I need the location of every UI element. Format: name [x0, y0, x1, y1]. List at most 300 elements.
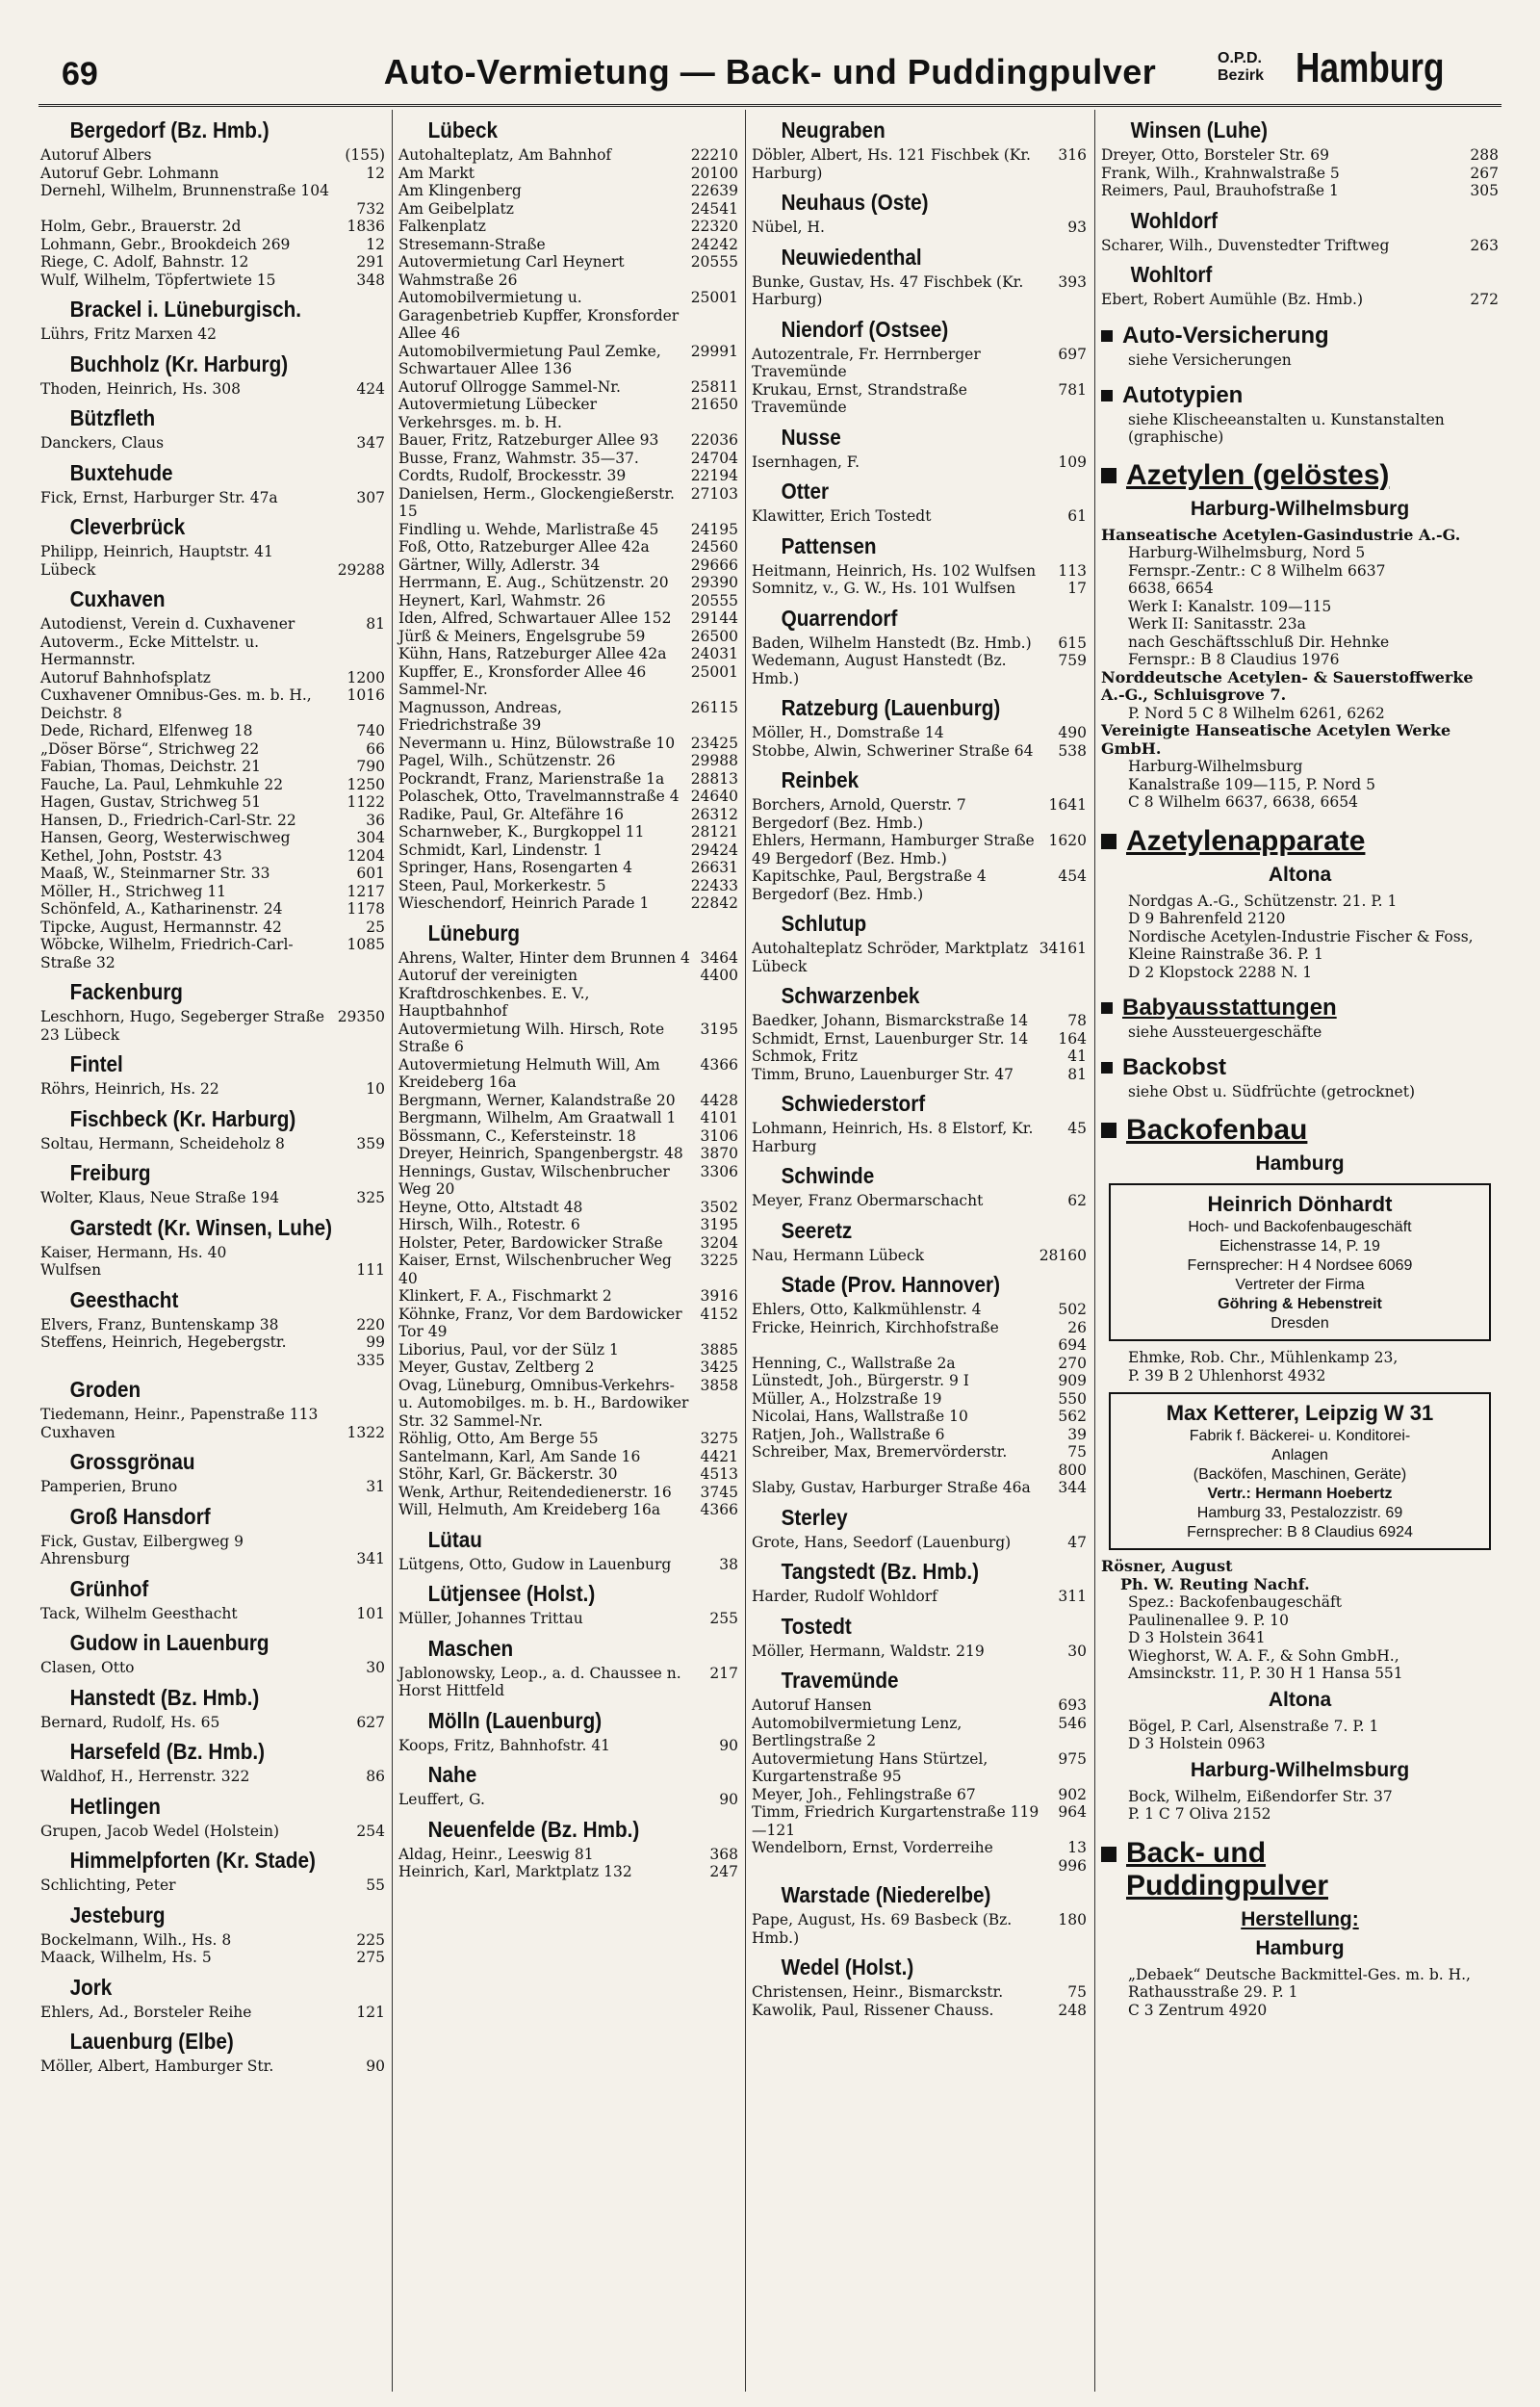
entry-name: Autovermietung Helmuth Will, Am Kreideberg 16a: [398, 1055, 660, 1091]
entry-name: Hagen, Gustav, Strichweg 51: [40, 793, 262, 811]
entry-phone: 75: [1067, 1443, 1087, 1461]
listing-entry: [40, 740, 385, 759]
entry-name: Schreiber, Max, Bremervörderstr.: [752, 1443, 1008, 1461]
listing-entry: [1101, 237, 1499, 255]
town-section: [40, 405, 385, 453]
entry-phone: 29424: [690, 841, 738, 859]
town-section: [398, 920, 738, 1519]
listing-entry: [398, 735, 738, 753]
listing-entry: [398, 1199, 738, 1217]
entry-name: Jablonowsky, Leop., a. d. Chaussee n. Horst Hittfeld: [398, 1664, 681, 1699]
entry-phone: 275: [356, 1949, 385, 1966]
entry-phone: 1122: [346, 793, 385, 811]
city-heading: Altona: [1268, 863, 1332, 886]
listing-entry: [40, 758, 385, 776]
category-title: Autotypien: [1122, 381, 1244, 408]
listing-entry: [398, 1665, 738, 1700]
entry-name: Borchers, Arnold, Querstr. 7 Bergedorf (Bez. Hmb.): [752, 796, 966, 832]
entry-phone: 272: [1470, 291, 1499, 308]
town-section: [752, 1882, 1087, 1947]
listing-entry: [398, 236, 738, 254]
town-heading: Lüneburg: [427, 919, 521, 945]
town-section: [40, 1794, 385, 1841]
entry-phone: 78: [1067, 1012, 1087, 1029]
listing-entry: [40, 200, 385, 219]
listing-entry: [398, 1306, 738, 1341]
entry-phone: 12: [366, 235, 385, 253]
detail-line: „Debaek“ Deutsche Backmittel-Ges. m. b. H., Rathausstraße 29. P. 1: [1128, 1965, 1471, 2001]
entry-phone: 29288: [337, 560, 385, 579]
listing-entry: [752, 273, 1087, 309]
town-heading: Jork: [69, 1974, 113, 2000]
entry-phone: 490: [1058, 724, 1087, 741]
town-heading: Schlutup: [781, 911, 867, 936]
entry-phone: 1085: [346, 936, 385, 953]
entry-phone: 22194: [690, 467, 738, 484]
entry-name: [40, 1352, 348, 1370]
ad-line: Vertr.: Hermann Hoebertz: [1207, 1486, 1393, 1502]
detail-line: P. 39 B 2 Uhlenhorst 4932: [1128, 1366, 1326, 1385]
listing-entry: [398, 1791, 738, 1809]
firm-name: Hanseatische Acetylen-Gasindustrie A.-G.: [1101, 525, 1461, 544]
listing-entry: [40, 829, 385, 847]
entry-name: Tiedemann, Heinr., Papenstraße 113: [40, 1406, 319, 1423]
town-section: [398, 117, 738, 913]
entry-name: Möller, H., Domstraße 14: [752, 724, 944, 741]
category-title: Babyausstattungen: [1122, 995, 1337, 1021]
entry-phone: 26312: [690, 805, 738, 823]
category-title-line2: Puddingpulver: [1126, 1869, 1328, 1902]
listing-entry: [398, 949, 738, 968]
category-title: Azetylenapparate: [1126, 824, 1366, 857]
entry-name: Röhrs, Heinrich, Hs. 22: [40, 1080, 219, 1098]
town-heading: Himmelpforten (Kr. Stade): [69, 1848, 316, 1873]
entry-name: Autoruf Gebr. Lohmann: [40, 164, 219, 182]
town-heading: Wohldorf: [1130, 207, 1219, 233]
entry-name: Tipcke, August, Hermannstr. 42: [40, 918, 282, 936]
entry-phone: 21650: [690, 396, 738, 413]
entry-phone: 22320: [690, 218, 738, 235]
listing-entry: [398, 1610, 738, 1628]
entry-phone: 694: [1058, 1336, 1087, 1354]
category-title: [1126, 1837, 1328, 1902]
town-heading: Cleverbrück: [69, 514, 186, 539]
entry-phone: 27103: [690, 484, 738, 503]
entry-phone: 4400: [700, 967, 738, 984]
entry-name: Slaby, Gustav, Harburger Straße 46a: [752, 1479, 1031, 1496]
entry-phone: 305: [1470, 182, 1499, 199]
entry-name: Autohalteplatz Schröder, Marktplatz Lübeck: [752, 940, 1029, 975]
entry-phone: 3870: [700, 1145, 738, 1162]
entry-name: Steffens, Heinrich, Hegebergstr.: [40, 1333, 287, 1351]
listing-entry: [40, 776, 385, 794]
entry-name: Findling u. Wehde, Marlistraße 45: [398, 520, 659, 538]
entry-name: Autoruf Bahnhofsplatz: [40, 668, 211, 686]
entry-phone: 26631: [690, 859, 738, 876]
listing-entry: [40, 272, 385, 290]
listing-entry: [398, 609, 738, 628]
category-backofenbau: [1101, 1114, 1499, 1147]
entry-phone: 4366: [700, 1501, 738, 1518]
entry-name: Meyer, Gustav, Zeltberg 2: [398, 1359, 595, 1376]
entry-phone: 304: [356, 829, 385, 846]
entry-phone: 693: [1058, 1696, 1087, 1714]
listing-entry: [398, 182, 738, 200]
town-heading: Hetlingen: [69, 1793, 161, 1819]
town-section: [40, 1630, 385, 1677]
town-section: [752, 1668, 1087, 1875]
town-heading: Grünhof: [69, 1575, 149, 1601]
entry-phone: 975: [1058, 1749, 1087, 1768]
entry-phone: 217: [709, 1664, 738, 1682]
category-title-line1: Back- und: [1126, 1836, 1267, 1869]
entry-phone: 1200: [346, 668, 385, 686]
entry-name: Möller, Hermann, Waldstr. 219: [752, 1642, 985, 1660]
listing-entry: [398, 146, 738, 165]
town-heading: Harsefeld (Bz. Hmb.): [69, 1739, 266, 1764]
entry-phone: 248: [1058, 2001, 1087, 2019]
entry-name: Hennings, Gustav, Wilschenbrucher Weg 20: [398, 1162, 670, 1198]
town-heading: Lütau: [427, 1526, 482, 1552]
entry-phone: 24704: [690, 449, 738, 467]
town-heading: Gudow in Lauenburg: [69, 1630, 270, 1655]
detail-line: P. Nord 5 C 8 Wilhelm 6261, 6262: [1128, 704, 1385, 722]
entry-name: Ehlers, Otto, Kalkmühlenstr. 4: [752, 1301, 982, 1318]
detail-line: Fernspr.: B 8 Claudius 1976: [1128, 651, 1340, 668]
bullet-square-icon: [1101, 390, 1113, 401]
entry-name: Stresemann-Straße: [398, 235, 546, 253]
entry-phone: 790: [356, 758, 385, 775]
listing-entry: [40, 1550, 385, 1568]
listing-entry: [40, 1823, 385, 1841]
entry-name: Autohalteplatz, Am Bahnhof: [398, 146, 612, 164]
town-heading: Hanstedt (Bz. Hmb.): [69, 1684, 260, 1710]
entry-phone: 121: [356, 2003, 385, 2021]
entry-phone: 909: [1058, 1372, 1087, 1389]
town-heading: Buxtehude: [69, 459, 173, 485]
listing-entry: [398, 289, 738, 343]
entry-phone: 31: [366, 1478, 385, 1495]
listing-entry: [40, 1189, 385, 1207]
entry-name: Ratjen, Joh., Wallstraße 6: [752, 1425, 945, 1443]
entry-phone: 22036: [690, 431, 738, 449]
listing-entry: [398, 752, 738, 770]
town-heading: Lütjensee (Holst.): [427, 1581, 596, 1606]
entry-phone: 393: [1058, 272, 1087, 291]
town-section: [752, 1163, 1087, 1210]
entry-phone: 1836: [346, 218, 385, 235]
entry-phone: 99: [366, 1333, 385, 1351]
entry-phone: 29144: [690, 609, 738, 627]
listing-entry: [398, 396, 738, 431]
entry-name: Isernhagen, F.: [752, 453, 860, 471]
listing-entry: [752, 1983, 1087, 2002]
listing-entry: [752, 1372, 1087, 1390]
entry-name: Autovermietung Hans Stürtzel, Kurgartenstraße 95: [752, 1749, 988, 1785]
entry-name: Falkenplatz: [398, 218, 486, 235]
page-title: Auto-Vermietung — Back- und Puddingpulver: [383, 52, 1157, 91]
city-heading: Altona: [1268, 1688, 1332, 1711]
town-section: [752, 317, 1087, 417]
entry-name: Döbler, Albert, Hs. 121 Fischbek (Kr. Harburg): [752, 146, 1031, 182]
listing-entry: [752, 453, 1087, 472]
entry-phone: 270: [1058, 1354, 1087, 1372]
listing-entry: [398, 574, 738, 592]
listing-entry: [398, 877, 738, 895]
town-section: [752, 1272, 1087, 1497]
entry-name: Schönfeld, A., Katharinenstr. 24: [40, 900, 283, 918]
bullet-square-icon: [1101, 1002, 1113, 1014]
entry-name: Cordts, Rudolf, Brockesstr. 39: [398, 467, 627, 484]
category-babyausstattungen: [1101, 995, 1499, 1022]
town-heading: Maschen: [427, 1635, 514, 1661]
detail-line: P. 1 C 7 Oliva 2152: [1128, 1805, 1271, 1823]
entry-phone: 3885: [700, 1340, 738, 1359]
entry-name: Möller, Albert, Hamburger Str.: [40, 2058, 274, 2075]
town-section: [40, 460, 385, 507]
ad-line: Anlagen: [1271, 1447, 1328, 1463]
detail-line: Harburg-Wilhelmsburg: [1128, 758, 1303, 775]
town-heading: Neuenfelde (Bz. Hmb.): [427, 1816, 640, 1842]
entry-phone: 24560: [690, 538, 738, 556]
entry-phone: 759: [1058, 652, 1087, 669]
town-heading: Bützfleth: [69, 405, 156, 430]
listing-entry: [752, 1408, 1087, 1426]
listing-entry: [40, 1659, 385, 1677]
entry-phone: 4366: [700, 1055, 738, 1074]
entry-name: Wedemann, August Hanstedt (Bz. Hmb.): [752, 652, 1007, 687]
town-section: [40, 1287, 385, 1370]
column-4: [1095, 110, 1504, 2392]
listing-entry: [398, 1484, 738, 1502]
entry-name: Holster, Peter, Bardowicker Straße: [398, 1233, 663, 1252]
entry-phone: 28121: [690, 823, 738, 841]
entry-phone: 311: [1058, 1588, 1087, 1605]
listing-entry: [398, 556, 738, 575]
entry-phone: 45: [1067, 1120, 1087, 1137]
entry-phone: 90: [366, 2058, 385, 2075]
town-heading: Reinbek: [781, 767, 860, 792]
entry-phone: 24031: [690, 645, 738, 662]
town-heading: Schwarzenbek: [781, 983, 920, 1008]
entry-name: Polaschek, Otto, Travelmannstraße 4: [398, 788, 680, 805]
listing-entry: [40, 615, 385, 669]
entry-phone: 550: [1058, 1389, 1087, 1408]
listing-entry: [398, 628, 738, 646]
town-section: [40, 1215, 385, 1280]
entry-phone: 347: [356, 434, 385, 452]
listing-entry: [40, 165, 385, 183]
town-heading: Bergedorf (Bz. Hmb.): [69, 117, 270, 142]
entry-name: Autoruf der vereinigten Kraftdroschkenbes. E. V., Hauptbahnhof: [398, 967, 590, 1020]
entry-name: Wulf, Wilhelm, Töpfertwiete 15: [40, 271, 276, 289]
entry-phone: 288: [1470, 146, 1499, 164]
entry-phone: 20555: [690, 591, 738, 609]
town-section: [40, 979, 385, 1044]
town-heading: Fackenburg: [69, 979, 183, 1004]
entry-name: Harder, Rudolf Wohldorf: [752, 1588, 937, 1605]
entry-phone: 3275: [700, 1430, 738, 1447]
listing-entry: [40, 1080, 385, 1099]
town-section: [752, 190, 1087, 237]
entry-name: Kethel, John, Poststr. 43: [40, 846, 222, 865]
entry-name: Riege, C. Adolf, Bahnstr. 12: [40, 253, 249, 271]
listing-entry: [40, 1949, 385, 1967]
entry-phone: 24640: [690, 788, 738, 805]
town-heading: Lauenburg (Elbe): [69, 2029, 234, 2054]
entry-name: Springer, Hans, Rosengarten 4: [398, 859, 632, 876]
header-city: Hamburg: [1296, 44, 1445, 91]
town-heading: Garstedt (Kr. Winsen, Luhe): [69, 1214, 333, 1240]
entry-name: Frank, Wilh., Krahnwalstraße 5: [1101, 164, 1340, 182]
town-section: [40, 2029, 385, 2076]
category-back-und-puddingpulver: [1101, 1837, 1499, 1902]
category-auto-versicherung: [1101, 323, 1499, 349]
listing-entry: [40, 686, 385, 722]
town-section: [752, 117, 1087, 182]
town-section: [752, 983, 1087, 1083]
entry-name: Lübeck: [40, 560, 96, 579]
entry-phone: 502: [1058, 1301, 1087, 1318]
entry-phone: 29390: [690, 574, 738, 591]
listing-entry: [398, 1287, 738, 1306]
entry-name: Am Markt: [398, 164, 475, 182]
listing-entry: [752, 1839, 1087, 1857]
ad-line: Eichenstrasse 14, P. 19: [1219, 1238, 1380, 1255]
listing-entry: [752, 742, 1087, 761]
entry-phone: 62: [1067, 1192, 1087, 1209]
entry-name: Leuffert, G.: [398, 1791, 485, 1808]
entry-phone: 344: [1058, 1479, 1087, 1496]
listing-entry: [752, 1355, 1087, 1373]
entry-name: Radike, Paul, Gr. Altefähre 16: [398, 805, 625, 823]
detail-line: Harburg-Wilhelmsburg, Nord 5: [1128, 544, 1366, 561]
category-title: Backobst: [1122, 1054, 1227, 1080]
entry-phone: 36: [366, 811, 385, 829]
entry-name: Lührs, Fritz Marxen 42: [40, 325, 217, 343]
town-section: [40, 1848, 385, 1895]
entry-phone: 263: [1470, 236, 1499, 254]
entry-name: Timm, Friedrich Kurgartenstraße 119—121: [752, 1803, 1040, 1839]
ad-line: Dresden: [1270, 1315, 1329, 1332]
entry-phone: 61: [1067, 507, 1087, 525]
listing-entry: [752, 724, 1087, 742]
listing-entry: [398, 1863, 738, 1881]
town-section: [752, 533, 1087, 598]
entry-phone: 627: [356, 1713, 385, 1731]
ad-firm-name: Heinrich Dönhardt: [1207, 1192, 1393, 1216]
entry-phone: 546: [1058, 1714, 1087, 1732]
listing-entry: [752, 507, 1087, 526]
entry-name: Fick, Ernst, Harburger Str. 47a: [40, 488, 278, 506]
bullet-square-icon: [1101, 330, 1113, 342]
entry-name: Am Geibelplatz: [398, 199, 514, 218]
entry-name: Autoruf Ollrogge Sammel-Nr.: [398, 377, 621, 396]
listing-entry: [752, 1803, 1087, 1839]
entry-phone: 81: [366, 615, 385, 633]
column-1: [35, 110, 391, 2392]
entry-name: Heynert, Karl, Wahmstr. 26: [398, 591, 606, 609]
listing-entry: [398, 1359, 738, 1377]
entry-phone: 26115: [690, 698, 738, 716]
listing-entry: [398, 218, 738, 236]
entry-phone: 17: [1067, 580, 1087, 597]
listing-entry: [752, 1857, 1087, 1876]
ad-line: Vertreter der Firma: [1235, 1277, 1365, 1293]
listing-entry: [752, 1588, 1087, 1606]
entry-name: Koops, Fritz, Bahnhofstr. 41: [398, 1736, 611, 1754]
town-heading: Schwiederstorf: [781, 1091, 926, 1116]
town-section: [1101, 117, 1499, 200]
listing-entry: [40, 1352, 385, 1370]
listing-entry: [398, 1127, 738, 1146]
entry-name: Am Klingenberg: [398, 182, 522, 199]
entry-phone: 90: [719, 1791, 738, 1808]
entry-phone: 10: [366, 1080, 385, 1098]
entry-name: Cuxhaven: [40, 1423, 116, 1441]
entry-phone: 3464: [700, 948, 738, 967]
entry-name: Wenk, Arthur, Reitendedienerstr. 16: [398, 1483, 672, 1501]
entry-phone: 3745: [700, 1483, 738, 1501]
listing-entry: [752, 1336, 1087, 1355]
entry-name: Schmidt, Karl, Lindenstr. 1: [398, 841, 603, 859]
town-section: [752, 425, 1087, 472]
town-section: [40, 1449, 385, 1496]
column-2: [393, 110, 744, 2392]
entry-name: Autodienst, Verein d. Cuxhavener Autoverm., Ecke Mittelstr. u. Hermannstr.: [40, 615, 295, 668]
entry-phone: 615: [1058, 634, 1087, 652]
listing-entry: [40, 865, 385, 883]
listing-entry: [398, 1056, 738, 1092]
entry-phone: 1204: [346, 846, 385, 865]
town-heading: Pattensen: [781, 532, 877, 558]
listing-entry: [40, 325, 385, 344]
entry-name: Heitmann, Heinrich, Hs. 102 Wulfsen: [752, 561, 1037, 580]
entry-phone: 111: [356, 1261, 385, 1279]
entry-phone: 225: [356, 1930, 385, 1949]
entry-phone: 307: [356, 488, 385, 506]
listing-entry: [398, 1737, 738, 1755]
entry-phone: 1016: [346, 686, 385, 704]
town-heading: Seeretz: [781, 1217, 853, 1243]
entry-phone: 732: [356, 199, 385, 218]
entry-name: Müller, A., Holzstraße 19: [752, 1389, 942, 1408]
listing-entry: [40, 883, 385, 901]
listing-entry: [398, 841, 738, 860]
bullet-square-icon: [1101, 1123, 1116, 1138]
bullet-square-icon: [1101, 834, 1116, 849]
entry-name: Somnitz, v., G. W., Hs. 101 Wulfsen: [752, 580, 1016, 597]
listing-entry: [1101, 182, 1499, 200]
entry-name: Autovermietung Carl Heynert Wahmstraße 26: [398, 253, 625, 289]
category-azetylenapparate: [1101, 825, 1499, 858]
ad-line: Fernsprecher: H 4 Nordsee 6069: [1187, 1257, 1413, 1274]
listing-entry: [752, 1030, 1087, 1048]
listing-entry: [752, 1462, 1087, 1480]
listing-entry: [752, 1192, 1087, 1210]
entry-phone: 22639: [690, 182, 738, 199]
town-heading: Brackel i. Lüneburgisch.: [69, 297, 302, 322]
listing-entry: [398, 485, 738, 521]
entry-name: Holm, Gebr., Brauerstr. 2d: [40, 218, 242, 235]
listing-entry: [40, 434, 385, 453]
listing-entry: [398, 770, 738, 789]
entry-name: Maaß, W., Steinmarner Str. 33: [40, 865, 270, 882]
entry-phone: 24541: [690, 199, 738, 218]
entry-name: Bergmann, Werner, Kalandstraße 20: [398, 1091, 676, 1109]
town-heading: Travemünde: [781, 1668, 899, 1693]
listing-entry: [398, 1430, 738, 1448]
